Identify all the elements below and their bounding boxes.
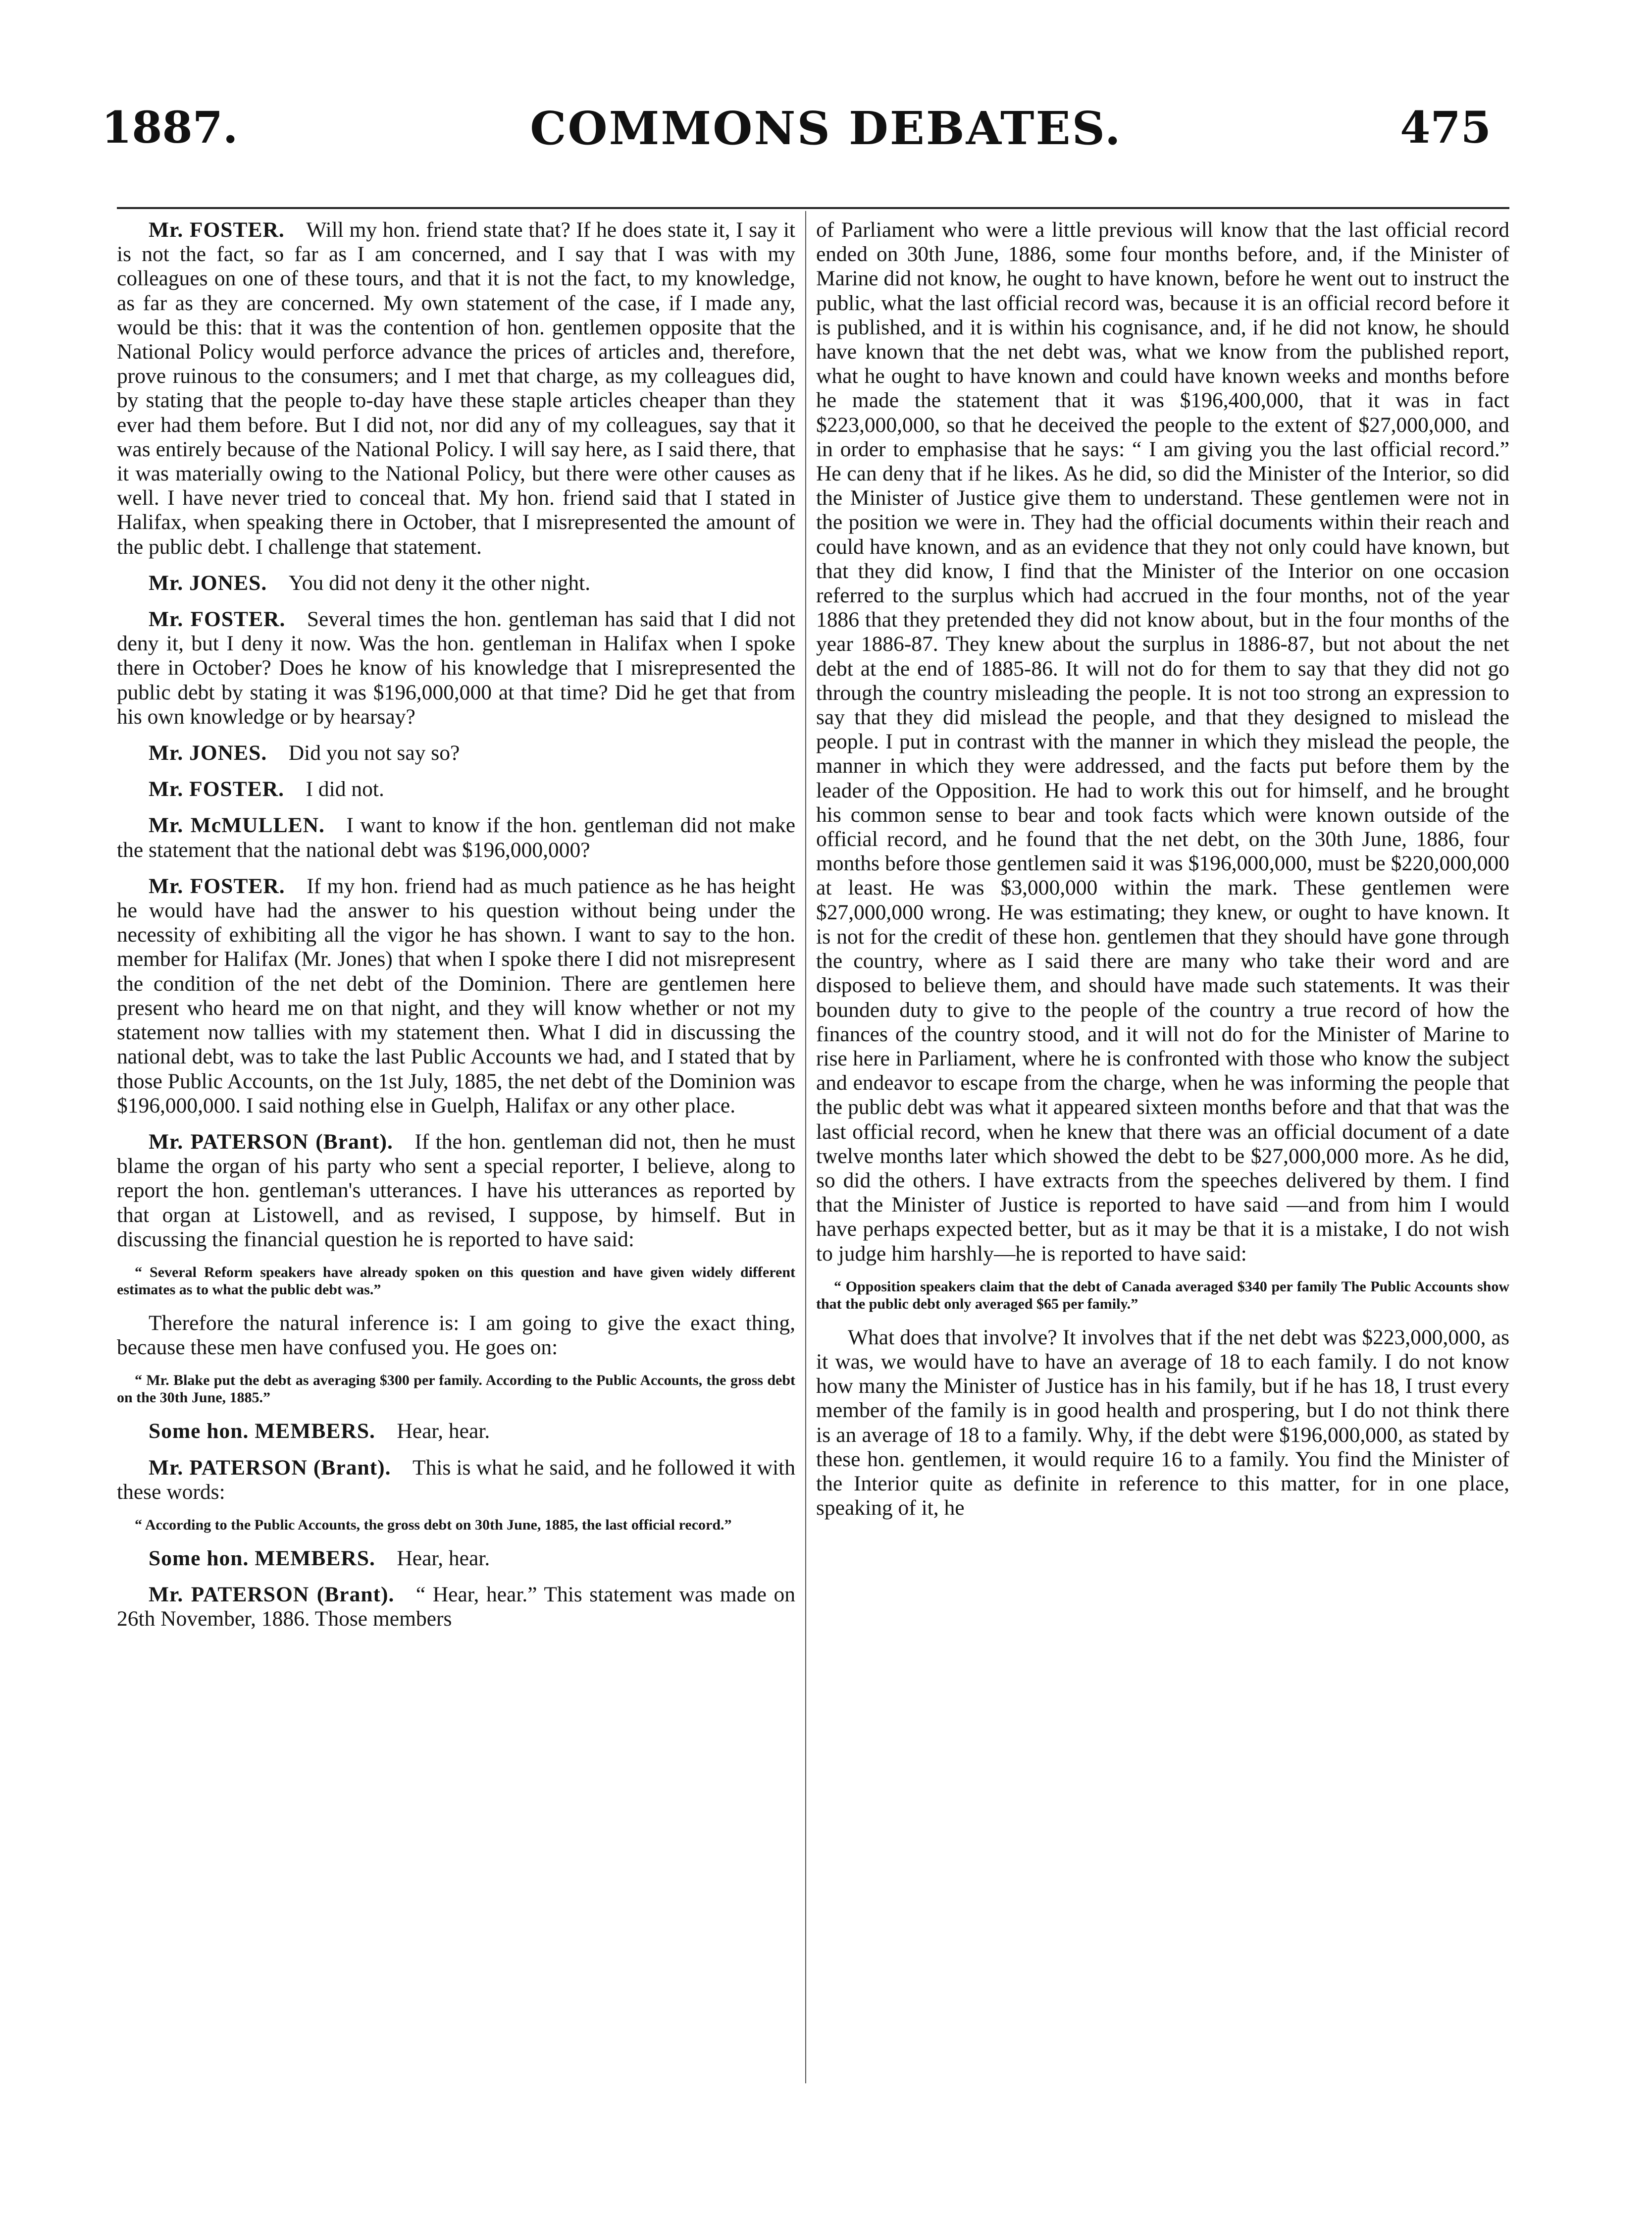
header-rule	[117, 207, 1509, 209]
speech-paragraph	[117, 813, 795, 862]
speech-text: Several times the hon. gentleman has said that I did not deny it, but I deny it now. Was the hon. gentleman in Halifax when I spoke there in October? Does he know of his knowledge that I misrepresented the public debt by stating it was $196,000,000 at that time? Did he get that from his own knowledge or by hearsay?	[117, 607, 795, 729]
quoted-text: “ According to the Public Accounts, the gross debt on 30th June, 1885, the last official record.”	[135, 1516, 732, 1533]
speech-paragraph	[117, 218, 795, 559]
speaker-name: Some hon. MEMBERS.	[149, 1546, 375, 1570]
header-title: COMMONS DEBATES.	[530, 102, 1122, 155]
speech-text: If the hon. gentleman did not, then he must blame the organ of his party who sent a special reporter, I believe, along to report the hon. gentleman's utterances. I have his utterances as reported by that organ at Listowell, and as revised, I suppose, by himself. But in discussing the financial question he is reported to have said:	[117, 1129, 795, 1251]
speaker-name: Mr. McMULLEN.	[149, 813, 325, 838]
speaker-name: Some hon. MEMBERS.	[149, 1419, 375, 1443]
column-divider	[805, 211, 806, 2083]
page-number: 475	[1400, 102, 1491, 153]
right-column	[816, 218, 1509, 2080]
speech-paragraph	[117, 1583, 795, 1631]
speech-paragraph	[816, 1325, 1509, 1521]
header-year: 1887.	[102, 102, 238, 153]
speech-text: Hear, hear.	[397, 1546, 490, 1570]
speech-text: Did you not say so?	[288, 741, 460, 765]
speech-paragraph	[117, 741, 795, 765]
speech-text: of Parliament who were a little previous will know that the last official record ended on 30th June, 1886, some four months before, and, if the Minister of Marine did not know, he ought to have known, before he went out to instruct the public, what the last official record was, because it is an official record before it is published, and it is within his cognisance, and, if he did not know, he should have known that the net debt was, what we know from the published report, what he ought to have known and could have known weeks and months before he made the statement that it was $196,400,000, that it was in fact $223,000,000, so that he deceived the people to the extent of $27,000,000, and in order to emphasise that he says: “ I am giving you the last official record.” He can deny that if he likes. As he did, so did the Minister of the Interior, so did the Minister of Justice give them to understand. These gentlemen were not in the position we were in. They had the official documents within their reach and could have known, and as an evidence that they not only could have known, but that they did know, I find that the Minister of the Interior on one occasion referred to the surplus which had accrued in the four months, not of the year 1886 that they pretended they did not know about, but in the four months of the year 1886-87. They knew about the surplus in 1886-87, but not about the net debt at the end of 1885-86. It will not do for them to say that they did not go through the country misleading the people. It is not too strong an expression to say that they did mislead the people, and that they designed to mislead the people. I put in contrast with the manner in which they mislead the people, the manner in which they were addressed, and the facts put before them by the leader of the Opposition. He had to work this out for himself, and he brought his common sense to bear and took facts which were known outside of the official record, and he found that the net debt, on the 30th June, 1886, four months before those gentlemen said it was $196,000,000, must be $220,000,000 at least. He was $3,000,000 within the mark. These gentlemen were $27,000,000 wrong. He was estimating; they knew, or ought to have known. It is not for the credit of these hon. gentlemen that they should have gone through the country, where as I said there are many who take their word and are disposed to believe them, and should have made such statements. It was their bounden duty to give to the people of the country a true record of how the finances of the country stood, and it will not do for the Minister of Marine to rise here in Parliament, where he is confronted with those who know the subject and endeavor to escape from the charge, when he was informing the people that the public debt was what it appeared sixteen months before and that that was the last official record, when he knew that there was an official document of a date twelve months later which showed the debt to be $27,000,000 more. As he did, so did the others. I have extracts from the speeches delivered by them. I find that the Minister of Justice is reported to have said —and from him I would have perhaps expected better, but as it may be that it is a mistake, I do not wish to judge him harshly—he is reported to have said:	[816, 218, 1509, 1266]
speech-paragraph	[117, 1130, 795, 1252]
speech-paragraph	[117, 1311, 795, 1360]
speech-text: I want to know if the hon. gentleman did not make the statement that the national debt was $196,000,000?	[117, 813, 795, 862]
speaker-name: Mr. JONES.	[149, 741, 267, 765]
speaker-name: Mr. PATERSON (Brant).	[149, 1129, 393, 1154]
speech-text: Will my hon. friend state that? If he does state it, I say it is not the fact, so far as I am concerned, and I say that I was with my colleagues on one of these tours, and that it is not the fact, to my knowledge, as far as they are concerned. My own statement of the case, if I made any, would be this: that it was the contention of hon. gentlemen opposite that the National Policy would perforce advance the prices of articles and, therefore, prove ruinous to the consumers; and I met that charge, as my colleagues did, by stating that the people to-day have these staple articles cheaper than they ever had them before. But I did not, nor did any of my colleagues, say that it was entirely because of the National Policy. I will say here, as I said there, that it was materially owing to the National Policy, but there were other causes as well. I have never tried to conceal that. My hon. friend said that I stated in Halifax, when speaking there in October, that I misrepresented the amount of the public debt. I challenge that statement.	[117, 218, 795, 559]
speaker-name: Mr. PATERSON (Brant).	[149, 1583, 395, 1607]
speech-paragraph	[117, 1546, 795, 1571]
speech-paragraph	[117, 1456, 795, 1504]
speech-text: I did not.	[306, 777, 384, 801]
speech-text: This is what he said, and he followed it with these words:	[117, 1455, 795, 1504]
speech-text: You did not deny it the other night.	[288, 571, 591, 595]
speaker-name: Mr. FOSTER.	[149, 874, 285, 898]
speech-paragraph	[816, 218, 1509, 1266]
speech-text: Hear, hear.	[397, 1419, 490, 1443]
speaker-name: Mr. FOSTER.	[149, 607, 286, 632]
speech-paragraph	[117, 874, 795, 1118]
speech-text: If my hon. friend had as much patience as he has height he would have had the answer to his question without being under the necessity of exhibiting all the vigor he has shown. I want to say to the hon. member for Halifax (Mr. Jones) that when I spoke there I did not misrepresent the condition of the net debt of the Dominion. There are gentlemen here present who heard me on that night, and they will know whether or not my statement now tallies with my statement then. What I did in discussing the national debt, was to take the last Public Accounts we had, and I stated that by those Public Accounts, on the 1st July, 1885, the net debt of the Dominion was $196,000,000. I said nothing else in Guelph, Halifax or any other place.	[117, 874, 795, 1117]
speech-text: What does that involve? It involves that if the net debt was $223,000,000, as it was, we would have to have an average of 18 to each family. I do not know how many the Minister of Justice has in his family, but if he has 18, I trust every member of the family is in good health and prospering, but I do not think there is an average of 18 to a family. Why, if the debt were $196,000,000, as stated by these hon. gentlemen, it would require 16 to a family. You find the Minister of the Interior quite as definite in reference to this matter, for in one place, speaking of it, he	[816, 1325, 1509, 1520]
left-column	[117, 218, 795, 2080]
speech-text: Therefore the natural inference is: I am going to give the exact thing, because these men have confused you. He goes on:	[117, 1311, 795, 1360]
speaker-name: Mr. FOSTER.	[149, 777, 285, 801]
speech-text: “ Hear, hear.” This statement was made on 26th November, 1886. Those members	[117, 1583, 795, 1631]
quoted-text: “ Several Reform speakers have already spoken on this question and have given widely different estimates as to what the public debt was.”	[117, 1264, 795, 1298]
speech-paragraph	[117, 777, 795, 801]
speaker-name: Mr. FOSTER.	[149, 218, 285, 242]
speech-paragraph	[117, 571, 795, 595]
speaker-name: Mr. JONES.	[149, 571, 267, 595]
quoted-text: “ Mr. Blake put the debt as averaging $300 per family. According to the Public Accounts, the gross debt on the 30th June, 1885.”	[117, 1372, 795, 1406]
quoted-text: “ Opposition speakers claim that the debt of Canada averaged $340 per family The Public Accounts show that the public debt only averaged $65 per family.”	[816, 1278, 1509, 1312]
speech-paragraph	[117, 607, 795, 729]
speech-paragraph	[117, 1419, 795, 1443]
speaker-name: Mr. PATERSON (Brant).	[149, 1455, 391, 1480]
